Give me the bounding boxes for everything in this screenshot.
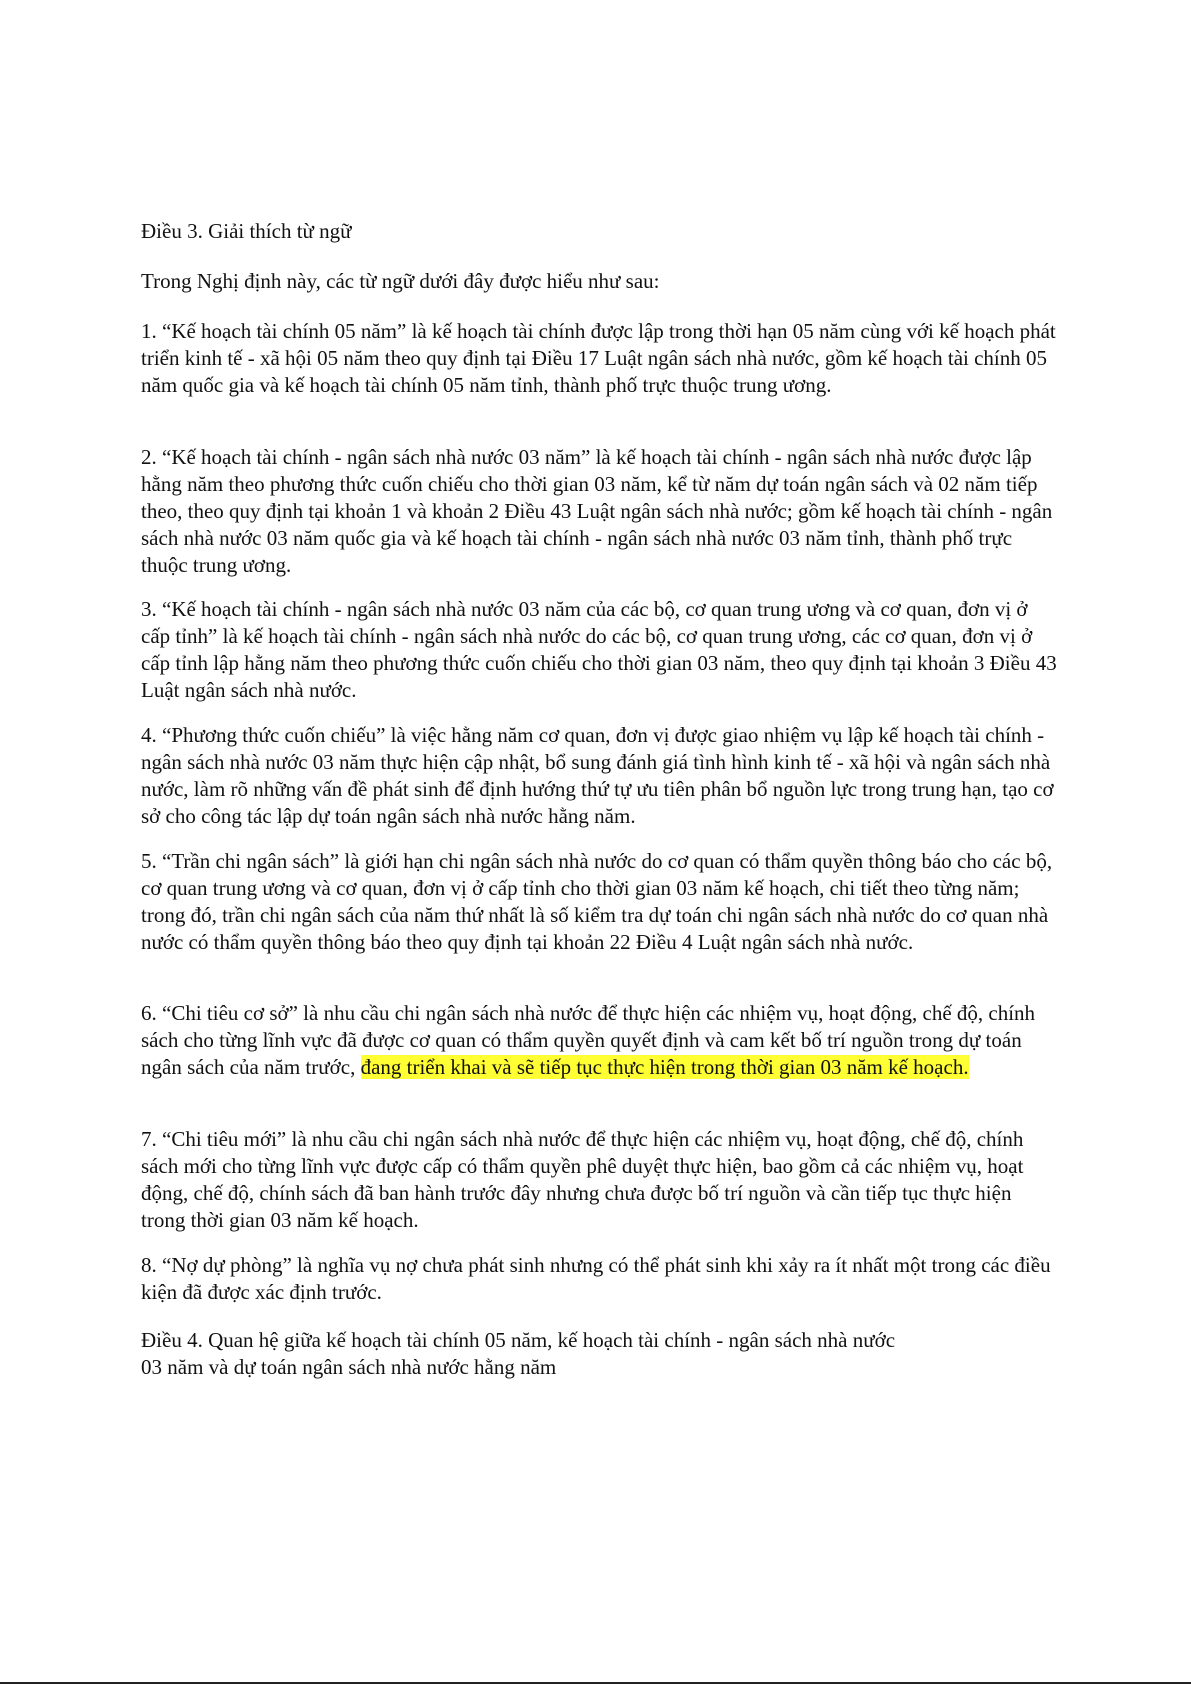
highlighted-text: đang triển khai và sẽ tiếp tục thực hiện trong thời gian 03 năm kế hoạch. <box>360 1055 969 1079</box>
intro-paragraph: Trong Nghị định này, các từ ngữ dưới đây được hiểu như sau: <box>141 269 660 293</box>
article-4-heading-line-1: Điều 4. Quan hệ giữa kế hoạch tài chính 05 năm, kế hoạch tài chính - ngân sách nhà nước <box>141 1328 896 1352</box>
definition-item-8: 8. “Nợ dự phòng” là nghĩa vụ nợ chưa phát sinh nhưng có thể phát sinh khi xảy ra ít nhất một trong các điều kiện đã được xác định trước. <box>141 1253 1051 1304</box>
definition-item-4: 4. “Phương thức cuốn chiếu” là việc hằng năm cơ quan, đơn vị được giao nhiệm vụ lập kế hoạch tài chính - ngân sách nhà nước 03 năm thực hiện cập nhật, bổ sung đánh giá tình hình kinh tế - xã hội và ngân sách nhà nước, làm rõ những vấn đề phát sinh để định hướng thứ tự ưu tiên phân bổ nguồn lực trong trung hạn, tạo cơ sở cho công tác lập dự toán ngân sách nhà nước hằng năm. <box>141 723 1054 828</box>
definition-item-5: 5. “Trần chi ngân sách” là giới hạn chi ngân sách nhà nước do cơ quan có thẩm quyền thông báo cho các bộ, cơ quan trung ương và cơ quan, đơn vị ở cấp tỉnh cho thời gian 03 năm kế hoạch, chi tiết theo từng năm; trong đó, trần chi ngân sách của năm thứ nhất là số kiểm tra dự toán chi ngân sách nhà nước do cơ quan nhà nước có thẩm quyền thông báo theo quy định tại khoản 22 Điều 4 Luật ngân sách nhà nước. <box>141 849 1053 954</box>
definition-item-6-text: 6. “Chi tiêu cơ sở” là nhu cầu chi ngân sách nhà nước để thực hiện các nhiệm vụ, hoạt động, chế độ, chính sách cho từng lĩnh vực đã được cơ quan có thẩm quyền quyết định và cam kết bố trí nguồn trong dự toán ngân sách của năm trước, <box>141 1001 1036 1079</box>
article-4-heading <box>141 1327 1061 1381</box>
definition-item-7: 7. “Chi tiêu mới” là nhu cầu chi ngân sách nhà nước để thực hiện các nhiệm vụ, hoạt động, chế độ, chính sách mới cho từng lĩnh vực được cấp có thẩm quyền phê duyệt thực hiện, bao gồm cả các nhiệm vụ, hoạt động, chế độ, chính sách đã ban hành trước đây nhưng chưa được bố trí nguồn và cần tiếp tục thực hiện trong thời gian 03 năm kế hoạch. <box>141 1127 1024 1232</box>
article-3-heading: Điều 3. Giải thích từ ngữ <box>141 219 352 243</box>
article-4-heading-line-2: 03 năm và dự toán ngân sách nhà nước hằng năm <box>141 1355 557 1379</box>
definition-item-3: 3. “Kế hoạch tài chính - ngân sách nhà nước 03 năm của các bộ, cơ quan trung ương và cơ quan, đơn vị ở cấp tỉnh” là kế hoạch tài chính - ngân sách nhà nước do các bộ, cơ quan trung ương, các cơ quan, đơn vị ở cấp tỉnh lập hằng năm theo phương thức cuốn chiếu cho thời gian 03 năm, theo quy định tại khoản 3 Điều 43 Luật ngân sách nhà nước. <box>141 597 1057 702</box>
definition-item-6 <box>141 1000 1061 1081</box>
page-bottom-border <box>0 1682 1191 1684</box>
definition-item-2: 2. “Kế hoạch tài chính - ngân sách nhà nước 03 năm” là kế hoạch tài chính - ngân sách nhà nước được lập hằng năm theo phương thức cuốn chiếu cho thời gian 03 năm, kể từ năm dự toán ngân sách và 02 năm tiếp theo, theo quy định tại khoản 1 và khoản 2 Điều 43 Luật ngân sách nhà nước; gồm kế hoạch tài chính - ngân sách nhà nước 03 năm quốc gia và kế hoạch tài chính - ngân sách nhà nước 03 năm tỉnh, thành phố trực thuộc trung ương. <box>141 445 1053 577</box>
definition-item-1: 1. “Kế hoạch tài chính 05 năm” là kế hoạch tài chính được lập trong thời hạn 05 năm cùng với kế hoạch phát triển kinh tế - xã hội 05 năm theo quy định tại Điều 17 Luật ngân sách nhà nước, gồm kế hoạch tài chính 05 năm quốc gia và kế hoạch tài chính 05 năm tỉnh, thành phố trực thuộc trung ương. <box>141 319 1056 397</box>
